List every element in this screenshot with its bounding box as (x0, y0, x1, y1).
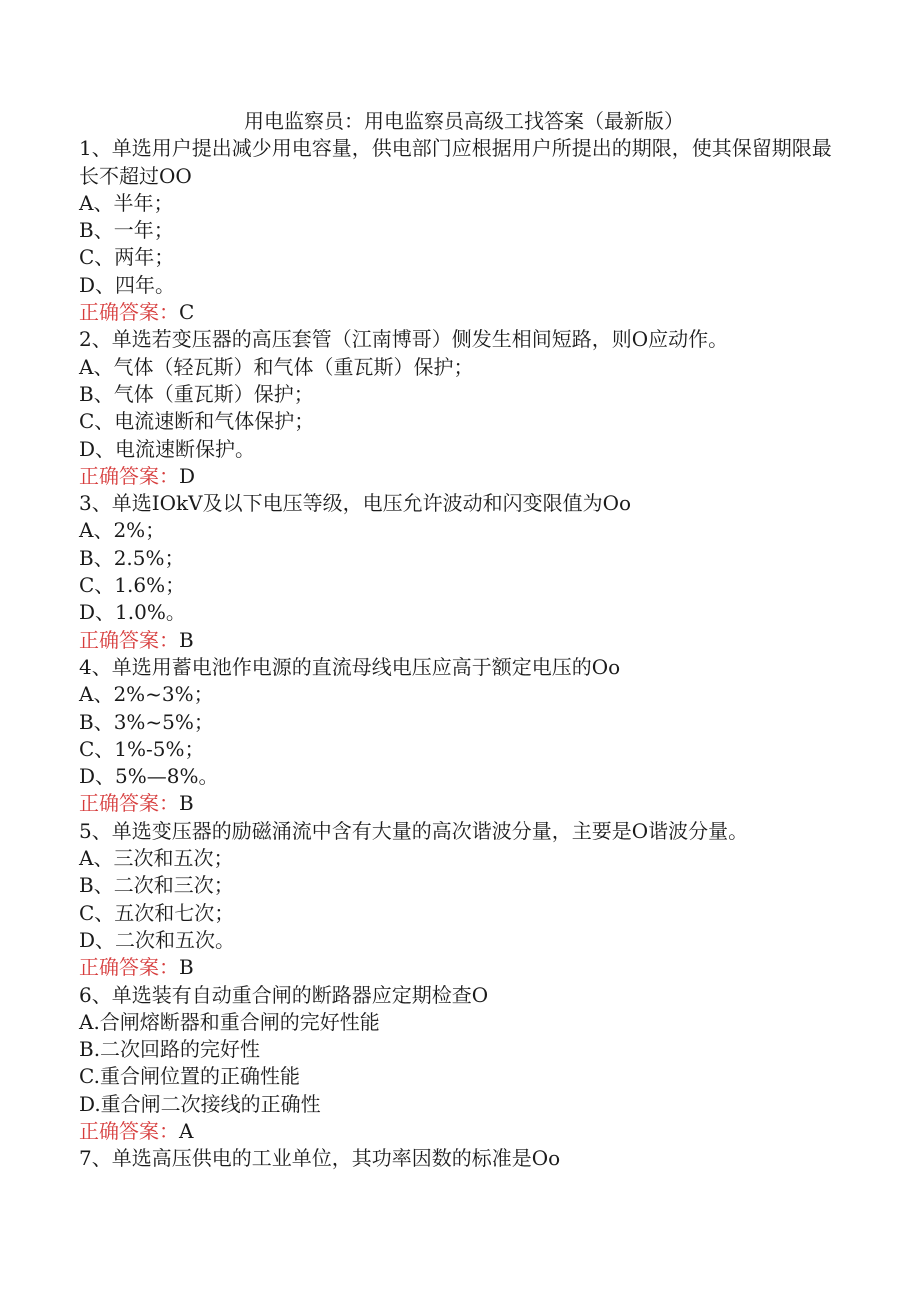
question-stem: 4、单选用蓄电池作电源的直流母线电压应高于额定电压的Oo (79, 654, 621, 679)
option-a: A、2%； (79, 518, 166, 543)
question-1 (79, 135, 849, 326)
answer-line (79, 1118, 849, 1145)
option-d: D.重合闸二次接线的正确性 (79, 1091, 321, 1116)
answer-label: 正确答案： (79, 955, 179, 980)
question-stem: 5、单选变压器的励磁涌流中含有大量的高次谐波分量，主要是O谐波分量。 (79, 818, 749, 843)
answer-label: 正确答案： (79, 1118, 179, 1143)
option-b: B、2.5%； (79, 545, 185, 570)
question-6 (79, 982, 849, 1146)
question-stem: 1、单选用户提出减少用电容量，供电部门应根据用户所提出的期限，使其保留期限最长不超过OO (79, 136, 832, 188)
document-title: 用电监察员：用电监察员高级工找答案（最新版） (244, 109, 684, 133)
option-b: B、3%~5%； (79, 709, 214, 734)
question-stem: 6、单选装有自动重合闸的断路器应定期检查O (79, 982, 489, 1007)
option-b: B.二次回路的完好性 (79, 1037, 261, 1062)
option-c: C、电流速断和气体保护； (79, 409, 315, 434)
option-c: C.重合闸位置的正确性能 (79, 1064, 300, 1089)
question-3 (79, 490, 849, 654)
answer-line (79, 954, 849, 981)
option-b: B、气体（重瓦斯）保护； (79, 381, 314, 406)
option-a: A、气体（轻瓦斯）和气体（重瓦斯）保护； (79, 354, 474, 379)
answer-line (79, 463, 849, 490)
option-d: D、1.0%。 (79, 600, 186, 625)
option-a: A、半年； (79, 190, 174, 215)
option-c: C、五次和七次； (79, 900, 235, 925)
option-c: C、1.6%； (79, 573, 186, 598)
question-2 (79, 326, 849, 490)
answer-line (79, 627, 849, 654)
question-stem: 3、单选IOkV及以下电压等级，电压允许波动和闪变限值为Oo (79, 491, 632, 516)
question-stem: 7、单选高压供电的工业单位，其功率因数的标准是Oo (79, 1146, 561, 1171)
answer-value: B (179, 791, 194, 816)
answer-value: A (179, 1118, 194, 1143)
question-4 (79, 654, 849, 818)
option-c: C、两年； (79, 245, 175, 270)
document-body (79, 108, 849, 1173)
option-a: A、2%~3%； (79, 682, 214, 707)
answer-label: 正确答案： (79, 463, 179, 488)
option-d: D、二次和五次。 (79, 927, 236, 952)
answer-value: B (179, 627, 194, 652)
answer-value: C (179, 300, 195, 325)
option-d: D、5%—8%。 (79, 764, 219, 789)
option-d: D、电流速断保护。 (79, 436, 256, 461)
option-a: A.合闸熔断器和重合闸的完好性能 (79, 1009, 380, 1034)
answer-label: 正确答案： (79, 791, 179, 816)
answer-label: 正确答案： (79, 300, 179, 325)
option-a: A、三次和五次； (79, 846, 234, 871)
option-c: C、1%-5%； (79, 736, 205, 761)
question-7 (79, 1145, 849, 1172)
option-b: B、二次和三次； (79, 873, 234, 898)
option-b: B、一年； (79, 218, 174, 243)
answer-value: B (179, 955, 194, 980)
question-stem: 2、单选若变压器的高压套管（江南博哥）侧发生相间短路，则O应动作。 (79, 327, 729, 352)
answer-label: 正确答案： (79, 627, 179, 652)
answer-line (79, 790, 849, 817)
option-d: D、四年。 (79, 272, 176, 297)
answer-value: D (179, 463, 196, 488)
question-5 (79, 818, 849, 982)
answer-line (79, 299, 849, 326)
